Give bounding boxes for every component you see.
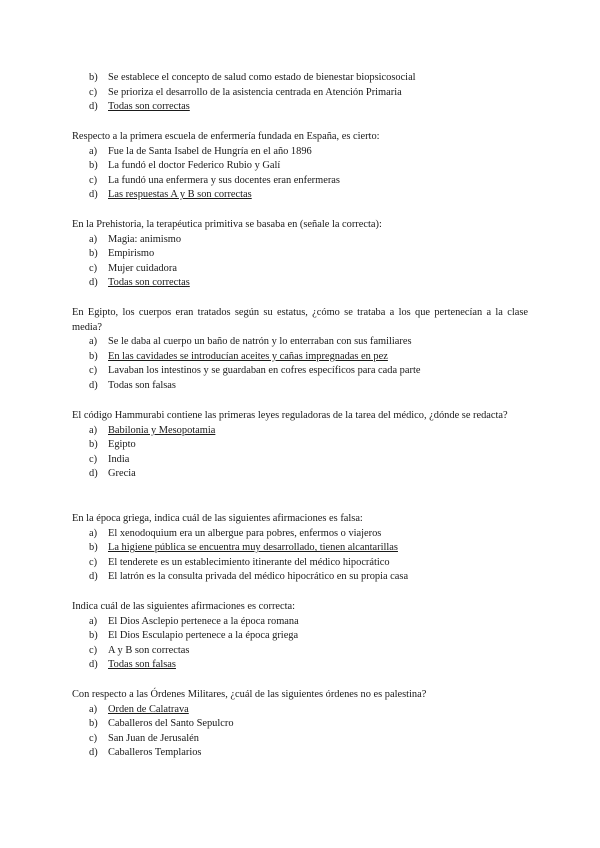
option-letter: d)	[89, 659, 98, 671]
answer-option-correct	[89, 188, 600, 203]
option-letter: a)	[89, 703, 98, 715]
option-text: San Juan de Jerusalén	[108, 732, 199, 744]
option-letter: d)	[89, 747, 98, 759]
option-letter: b)	[89, 542, 98, 554]
option-letter: d)	[89, 189, 98, 201]
question-block	[0, 688, 600, 761]
option-text: Grecia	[108, 468, 136, 480]
option-text: Fue la de Santa Isabel de Hungría en el año 1896	[108, 145, 312, 157]
answer-option	[89, 262, 600, 277]
answer-option	[89, 570, 600, 585]
option-letter: c)	[89, 262, 98, 274]
option-text: En las cavidades se introducían aceites y cañas impregnadas en pez	[108, 350, 388, 362]
answer-option-correct	[89, 703, 600, 718]
answer-option	[89, 86, 600, 101]
option-letter: b)	[89, 350, 98, 362]
option-text: El latrón es la consulta privada del médico hipocrático en su propia casa	[108, 571, 409, 583]
option-letter: d)	[89, 468, 98, 480]
answer-option	[89, 335, 600, 350]
option-letter: b)	[89, 160, 98, 172]
answer-option-correct	[89, 424, 600, 439]
question-text: En la Prehistoria, la terapéutica primitiva se basaba en (señale la correcta):	[72, 219, 382, 230]
option-text: Todas son correctas	[108, 277, 190, 289]
answer-option	[89, 467, 600, 482]
option-letter: c)	[89, 732, 98, 744]
answer-option	[89, 247, 600, 262]
answer-option	[89, 527, 600, 542]
option-text: Caballeros del Santo Sepulcro	[108, 718, 234, 730]
option-text: Empirismo	[108, 248, 155, 260]
answer-option	[89, 629, 600, 644]
option-text: La fundó el doctor Federico Rubio y Galí	[108, 160, 281, 172]
option-letter: c)	[89, 174, 98, 186]
question-block	[0, 600, 600, 673]
option-letter: b)	[89, 248, 98, 260]
option-letter: a)	[89, 424, 98, 436]
answer-option	[89, 233, 600, 248]
question-text: En la época griega, indica cuál de las siguientes afirmaciones es falsa:	[72, 513, 363, 524]
question-block	[0, 71, 600, 115]
option-text: Mujer cuidadora	[108, 262, 177, 274]
option-text: Se establece el concepto de salud como estado de bienestar biopsicosocial	[108, 72, 416, 83]
question-block	[0, 218, 600, 291]
option-letter: d)	[89, 101, 98, 113]
option-letter: b)	[89, 718, 98, 730]
answer-option-correct	[89, 658, 600, 673]
answer-option-correct	[89, 100, 600, 115]
answer-option	[89, 438, 600, 453]
answer-option	[89, 615, 600, 630]
option-text: La fundó una enfermera y sus docentes eran enfermeras	[108, 174, 340, 186]
answer-option	[89, 174, 600, 189]
answer-option	[89, 556, 600, 571]
option-letter: b)	[89, 72, 98, 83]
answer-option	[89, 145, 600, 160]
option-text: La higiene pública se encuentra muy desarrollado, tienen alcantarillas	[108, 542, 398, 554]
option-text: Todas son correctas	[108, 101, 190, 113]
option-letter: d)	[89, 379, 98, 391]
option-letter: c)	[89, 453, 98, 465]
question-block	[0, 512, 600, 585]
option-letter: a)	[89, 336, 98, 348]
question-text: Respecto a la primera escuela de enfermería fundada en España, es cierto:	[72, 131, 380, 142]
question-text: Con respecto a las Órdenes Militares, ¿cuál de las siguientes órdenes no es palestina?	[72, 689, 427, 700]
question-text: Indica cuál de las siguientes afirmaciones es correcta:	[72, 601, 296, 612]
option-letter: a)	[89, 145, 98, 157]
answer-option	[89, 379, 600, 394]
answer-option	[89, 364, 600, 379]
option-letter: c)	[89, 644, 98, 656]
option-text: El Dios Asclepio pertenece a la época romana	[108, 615, 299, 627]
option-letter: d)	[89, 571, 98, 583]
answer-option-correct	[89, 276, 600, 291]
answer-option	[89, 71, 600, 86]
option-text: Orden de Calatrava	[108, 703, 189, 715]
answer-option	[89, 159, 600, 174]
option-text: Caballeros Templarios	[108, 747, 202, 759]
question-block	[0, 409, 600, 482]
option-text: El xenodoquium era un albergue para pobres, enfermos o viajeros	[108, 527, 382, 539]
option-text: Se le daba al cuerpo un baño de natrón y lo enterraban con sus familiares	[108, 336, 412, 348]
option-text: Las respuestas A y B son correctas	[108, 189, 252, 201]
question-text: En Egipto, los cuerpos eran tratados según su estatus, ¿cómo se trataba a los que pertenecían a la clase media?	[72, 307, 528, 333]
option-letter: c)	[89, 86, 98, 98]
option-text: Se prioriza el desarrollo de la asistencia centrada en Atención Primaria	[108, 86, 402, 98]
option-letter: b)	[89, 630, 98, 642]
option-text: India	[108, 453, 130, 465]
option-letter: a)	[89, 615, 98, 627]
answer-option	[89, 717, 600, 732]
option-letter: d)	[89, 277, 98, 289]
question-block	[0, 130, 600, 203]
option-letter: c)	[89, 365, 98, 377]
option-letter: b)	[89, 439, 98, 451]
option-text: Egipto	[108, 439, 136, 451]
question-block	[0, 306, 600, 394]
answer-option-correct	[89, 541, 600, 556]
option-text: Todas son falsas	[108, 659, 176, 671]
option-text: Babilonia y Mesopotamia	[108, 424, 216, 436]
answer-option	[89, 453, 600, 468]
option-text: El Dios Esculapio pertenece a la época griega	[108, 630, 299, 642]
option-text: Todas son falsas	[108, 379, 176, 391]
option-letter: c)	[89, 556, 98, 568]
question-text: El código Hammurabi contiene las primeras leyes reguladoras de la tarea del médico, ¿dónde se redacta?	[72, 410, 508, 421]
answer-option	[89, 746, 600, 761]
option-text: Lavaban los intestinos y se guardaban en cofres específicos para cada parte	[108, 365, 421, 377]
answer-option	[89, 644, 600, 659]
option-text: A y B son correctas	[108, 644, 190, 656]
answer-option-correct	[89, 350, 600, 365]
option-letter: a)	[89, 527, 98, 539]
answer-option	[89, 732, 600, 747]
option-text: El tenderete es un establecimiento itinerante del médico hipocrático	[108, 556, 390, 568]
option-letter: a)	[89, 233, 98, 245]
option-text: Magia: animismo	[108, 233, 182, 245]
